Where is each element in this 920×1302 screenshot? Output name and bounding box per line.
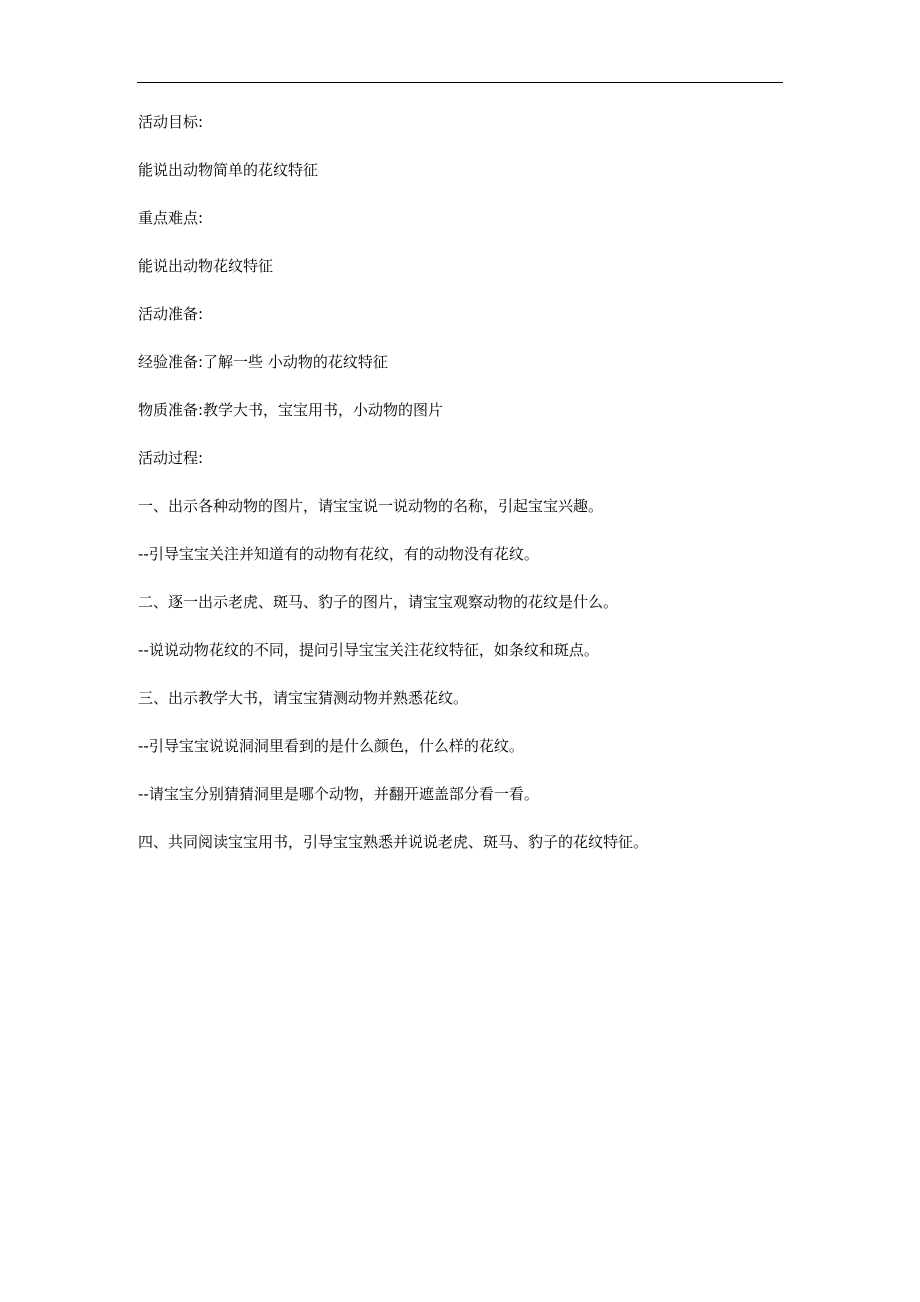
process-step-1-note: --引导宝宝关注并知道有的动物有花纹，有的动物没有花纹。 (138, 545, 539, 563)
key-points-text: 能说出动物花纹特征 (138, 257, 274, 275)
document-body (138, 110, 778, 878)
process-step-2-note: --说说动物花纹的不同，提问引导宝宝关注花纹特征，如条纹和斑点。 (138, 641, 599, 659)
section-heading-goals: 活动目标: (138, 113, 204, 131)
material-preparation-text: 物质准备:教学大书，宝宝用书，小动物的图片 (138, 401, 444, 419)
process-step-3-note-1: --引导宝宝说说洞洞里看到的是什么颜色，什么样的花纹。 (138, 737, 524, 755)
section-heading-preparation: 活动准备: (138, 305, 204, 323)
experience-preparation-text: 经验准备:了解一些 小动物的花纹特征 (138, 353, 388, 371)
section-heading-process: 活动过程: (138, 449, 204, 467)
process-step-2: 二、逐一出示老虎、斑马、豹子的图片，请宝宝观察动物的花纹是什么。 (138, 593, 619, 611)
process-step-4: 四、共同阅读宝宝用书，引导宝宝熟悉并说说老虎、斑马、豹子的花纹特征。 (138, 833, 649, 851)
process-step-3-note-2: --请宝宝分别猜猜洞里是哪个动物，并翻开遮盖部分看一看。 (138, 785, 539, 803)
process-step-1: 一、出示各种动物的图片，请宝宝说一说动物的名称，引起宝宝兴趣。 (138, 497, 604, 515)
process-step-3: 三、出示教学大书，请宝宝猜测动物并熟悉花纹。 (138, 689, 469, 707)
goal-text: 能说出动物简单的花纹特征 (138, 161, 319, 179)
section-heading-key-points: 重点难点: (138, 209, 204, 227)
header-rule (137, 82, 783, 83)
